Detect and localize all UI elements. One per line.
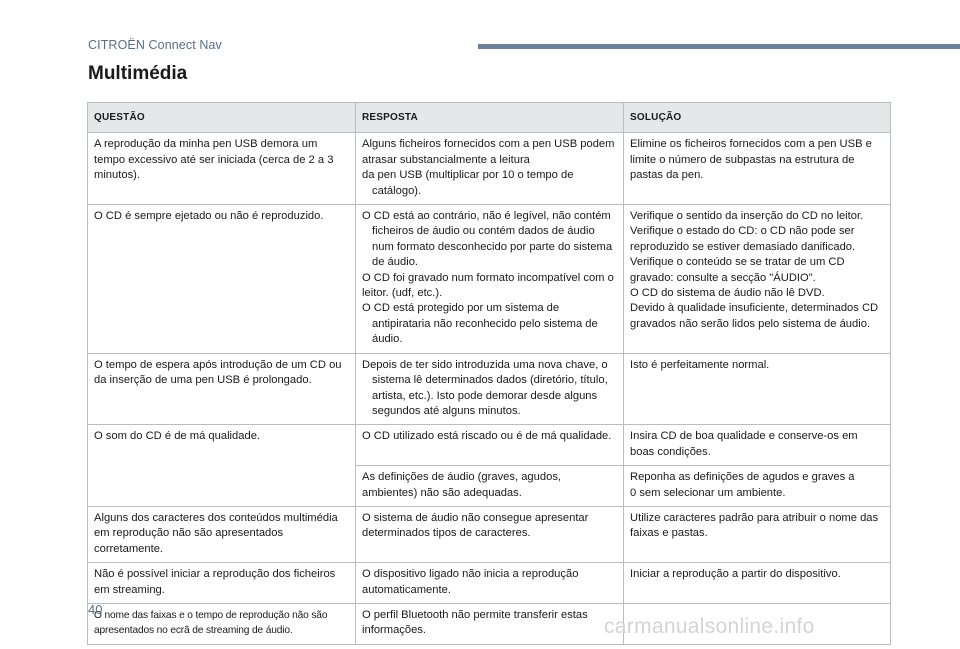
solution-cell — [624, 466, 891, 507]
column-header-solution: SOLUÇÃO — [624, 103, 891, 133]
table-header-row — [88, 103, 891, 133]
watermark: carmanualsonline.info — [604, 615, 815, 638]
question-cell: O tempo de espera após introdução de um CD ou da inserção de uma pen USB é prolongado. — [88, 353, 356, 425]
table-row — [88, 563, 891, 604]
answer-cell — [356, 603, 624, 644]
answer-cell — [356, 133, 624, 205]
answer-line: As definições de áudio (graves, agudos, ambientes) não são adequadas. — [362, 471, 562, 499]
answer-line: O dispositivo ligado não inicia a reprodução automaticamente. — [362, 568, 579, 596]
header-brand: CITROËN Connect Nav — [88, 38, 222, 52]
solution-line: Elimine os ficheiros fornecidos com a pen USB e limite o número de subpastas na estrutura de pastas da pen. — [630, 138, 872, 182]
troubleshooting-table — [87, 102, 891, 645]
solution-cell — [624, 353, 891, 425]
question-cell: A reprodução da minha pen USB demora um tempo excessivo até ser iniciada (cerca de 2 a 3 minutos). — [88, 133, 356, 205]
answer-line: O CD está protegido por um sistema de antipirataria não reconhecido pelo sistema de áudio. — [362, 302, 598, 346]
solution-line: Reponha as definições de agudos e graves a — [630, 471, 855, 484]
table-row — [88, 425, 891, 466]
question-cell — [88, 466, 356, 507]
table-row — [88, 506, 891, 562]
page-number: 40 — [88, 602, 103, 617]
question-cell: O CD é sempre ejetado ou não é reproduzido. — [88, 205, 356, 354]
solution-cell — [624, 425, 891, 466]
question-cell: O som do CD é de má qualidade. — [88, 425, 356, 466]
solution-cell — [624, 205, 891, 354]
answer-line: Depois de ter sido introduzida uma nova chave, o sistema lê determinados dados (diretório, título, artista, etc.). Isto pode demorar desde alguns segundos até alguns minutos. — [362, 358, 608, 417]
answer-line: O CD utilizado está riscado ou é de má qualidade. — [362, 430, 612, 443]
solution-line: Devido à qualidade insuficiente, determinados CD gravados não serão lidos pelo sistema de áudio. — [630, 302, 879, 330]
table-row — [88, 133, 891, 205]
solution-cell — [624, 133, 891, 205]
answer-line: da pen USB (multiplicar por 10 o tempo de catálogo). — [362, 169, 574, 197]
answer-line: Alguns ficheiros fornecidos com a pen USB podem atrasar substancialmente a leitura — [362, 138, 615, 166]
question-cell: Alguns dos caracteres dos conteúdos multimédia em reprodução não são apresentados corretamente. — [88, 506, 356, 562]
page-title: Multimédia — [88, 63, 188, 84]
column-header-answer: RESPOSTA — [356, 103, 624, 133]
answer-line: O sistema de áudio não consegue apresentar determinados tipos de caracteres. — [362, 511, 589, 540]
solution-line: Verifique o estado do CD: o CD não pode ser reproduzido se estiver demasiado danificado. — [630, 225, 856, 253]
solution-line: Utilize caracteres padrão para atribuir o nome das faixas e pastas. — [630, 511, 879, 540]
solution-cell — [624, 506, 891, 562]
question-cell: Não é possível iniciar a reprodução dos ficheiros em streaming. — [88, 563, 356, 604]
table-row — [88, 466, 891, 507]
table-row — [88, 205, 891, 354]
solution-line: Insira CD de boa qualidade e conserve-os em boas condições. — [630, 430, 858, 458]
answer-line: O CD está ao contrário, não é legível, não contém ficheiros de áudio ou contém dados de áudio num formato desconhecido por parte do sistema de áudio. — [362, 210, 613, 269]
solution-line: Verifique o sentido da inserção do CD no leitor. — [630, 210, 864, 223]
column-header-question: QUESTÃO — [88, 103, 356, 133]
header-bar — [478, 44, 960, 49]
solution-line: O CD do sistema de áudio não lê DVD. — [630, 287, 825, 300]
solution-line: 0 sem selecionar um ambiente. — [630, 486, 786, 499]
answer-cell — [356, 205, 624, 354]
solution-cell — [624, 563, 891, 604]
answer-cell — [356, 466, 624, 507]
table-row — [88, 353, 891, 425]
solution-line: Verifique o conteúdo se se tratar de um CD gravado: consulte a secção "ÁUDIO". — [630, 256, 845, 284]
answer-cell — [356, 506, 624, 562]
solution-line: Iniciar a reprodução a partir do dispositivo. — [630, 568, 841, 581]
solution-line: Isto é perfeitamente normal. — [630, 358, 770, 371]
question-cell: O nome das faixas e o tempo de reprodução não são apresentados no ecrã de streaming de áudio. — [88, 603, 356, 644]
answer-cell — [356, 563, 624, 604]
answer-line: O perfil Bluetooth não permite transferir estas informações. — [362, 608, 588, 637]
answer-line: O CD foi gravado num formato incompatível com o leitor. (udf, etc.). — [362, 271, 614, 300]
answer-cell — [356, 425, 624, 466]
answer-cell — [356, 353, 624, 425]
